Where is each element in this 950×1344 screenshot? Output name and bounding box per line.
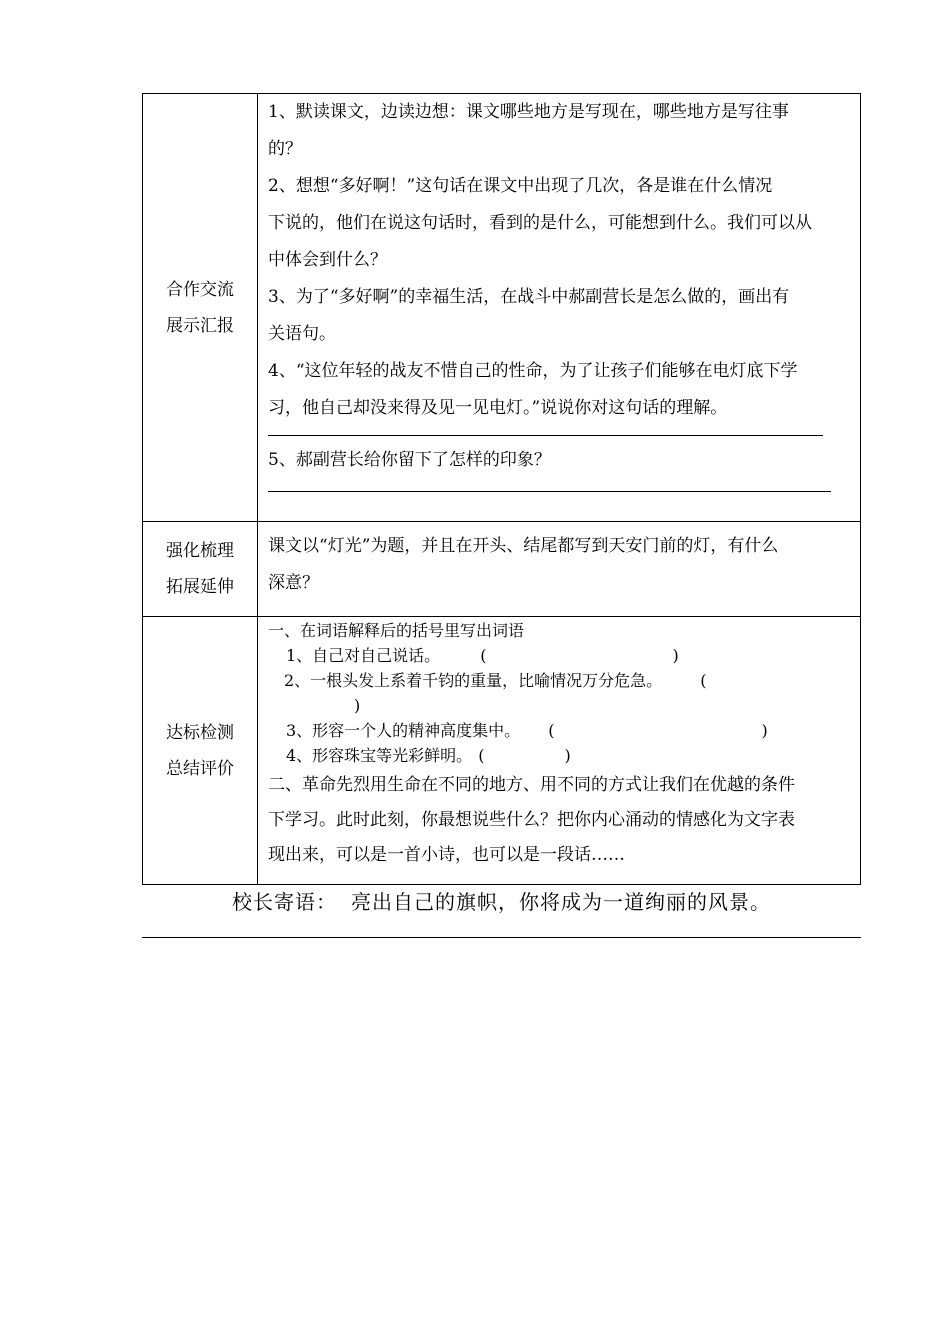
question-4-line1: 4、“这位年轻的战友不惜自己的性命，为了让孩子们能够在电灯底下学 [268,361,798,381]
label-assess-line1: 达标检测 [166,722,234,743]
label-strengthen [143,522,258,617]
row-strengthen [143,522,861,617]
principal-message [142,886,861,915]
exercise-item-1 [268,643,852,668]
question-5: 5、郝副营长给你留下了怎样的印象？ [268,450,551,470]
strengthen-question-line1: 课文以“灯光”为题，并且在开头、结尾都写到天安门前的灯，有什么 [268,536,779,556]
part2-line3: 现出来，可以是一首小诗，也可以是一段话…… [268,845,625,865]
worksheet [142,93,861,914]
part2-line2: 下学习。此时此刻，你最想说些什么？把你内心涌动的情感化为文字表 [268,810,795,830]
question-1-line1: 1、默读课文，边读边想：课文哪些地方是写现在，哪些地方是写往事 [268,102,789,122]
exercise-item-2-text: 2、一根头发上系着千钧的重量，比喻情况万分危急。 [284,671,663,690]
item-3-open-paren: ( [548,721,555,740]
answer-line-4[interactable] [268,435,823,436]
question-3-line2: 关语句。 [268,324,336,344]
question-1-line2: 的？ [268,139,302,159]
label-cooperate [143,94,258,522]
principal-message-text: 亮出自己的旗帜，你将成为一道绚丽的风景。 [351,890,771,914]
label-strengthen-line2: 拓展延伸 [166,577,234,597]
content-assess [258,617,861,885]
label-strengthen-line1: 强化梳理 [166,541,234,561]
exercise-item-3-text: 3、形容一个人的精神高度集中。 [286,721,521,740]
item-1-open-paren: ( [480,646,487,665]
answer-line-5[interactable] [268,491,831,492]
question-2-line1: 2、想想“多好啊！”这句话在课文中出现了几次，各是谁在什么情况 [268,176,773,196]
content-strengthen [258,522,861,617]
part1-title: 一、在词语解释后的括号里写出词语 [268,621,525,640]
lesson-table [142,93,861,885]
label-cooperate-line2: 展示汇报 [166,315,234,336]
label-cooperate-line1: 合作交流 [166,279,234,300]
question-4-line2: 习，他自己却没来得及见一见电灯。”说说你对这句话的理解。 [268,398,728,418]
item-2-open-paren: ( [700,671,707,690]
exercise-item-4-text: 4、形容珠宝等光彩鲜明。 [286,746,473,765]
strengthen-question-line2: 深意？ [268,573,319,593]
principal-message-label: 校长寄语： [232,890,337,914]
question-2-line2: 下说的，他们在说这句话时，看到的是什么，可能想到什么。我们可以从 [268,213,812,233]
label-assess [143,617,258,885]
exercise-item-2-close [268,693,852,718]
footer-rule [142,937,861,938]
content-cooperate [258,94,861,522]
exercise-item-2 [268,668,852,693]
item-1-close-paren: ) [672,646,679,665]
part2-line1: 二、革命先烈用生命在不同的地方、用不同的方式让我们在优越的条件 [268,775,795,795]
item-2-close-paren: ) [354,696,361,715]
question-3-line1: 3、为了“多好啊”的幸福生活，在战斗中郝副营长是怎么做的，画出有 [268,287,790,307]
row-cooperate [143,94,861,522]
exercise-item-4 [268,743,852,768]
exercise-item-3 [268,718,852,743]
item-4-close-paren: ) [564,746,571,765]
item-3-close-paren: ) [761,721,768,740]
exercise-item-1-text: 1、自己对自己说话。 [286,646,441,665]
label-assess-line2: 总结评价 [166,758,234,779]
question-2-line3: 中体会到什么？ [268,250,387,270]
item-4-open-paren: ( [478,746,485,765]
row-assess [143,617,861,885]
